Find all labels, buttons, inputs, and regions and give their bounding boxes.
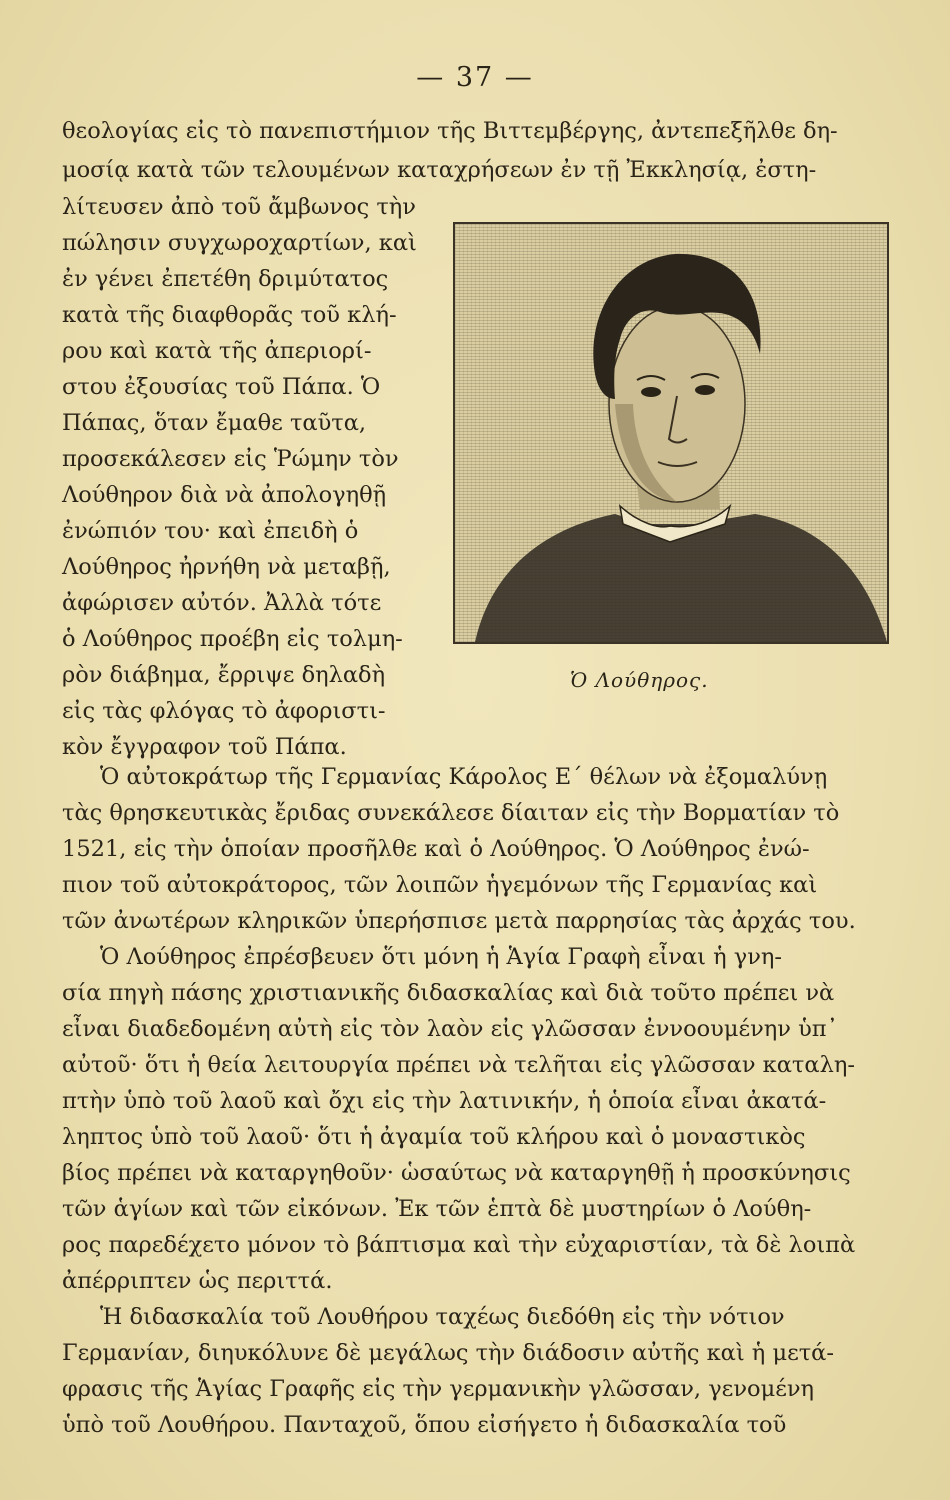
text-line: ἀπέρριπτεν ὡς περιττά.	[62, 1268, 333, 1294]
text-line: ρου καὶ κατὰ τῆς ἀπεριορί-	[62, 338, 372, 364]
text-line: κὸν ἔγγραφον τοῦ Πάπα.	[62, 734, 347, 760]
text-line: ρὸν διάβημα, ἔρριψε δηλαδὴ	[62, 662, 386, 688]
text-line: κατὰ τῆς διαφθορᾶς τοῦ κλή-	[62, 302, 397, 328]
text-line: πιον τοῦ αὐτοκράτορος, τῶν λοιπῶν ἡγεμόνων τῆς Γερμανίας καὶ	[62, 872, 818, 898]
text-line: φρασις τῆς Ἁγίας Γραφῆς εἰς τὴν γερμανικὴν γλῶσσαν, γενομένη	[62, 1376, 815, 1402]
text-line: λίτευσεν ἀπὸ τοῦ ἄμβωνος τὴν	[62, 194, 416, 220]
text-line: μοσίᾳ κατὰ τῶν τελουμένων καταχρήσεων ἐν τῇ Ἐκκλησίᾳ, ἐστη-	[62, 157, 817, 183]
figure-caption: Ὁ Λούθηρος.	[570, 668, 709, 692]
luther-portrait	[453, 222, 889, 644]
text-line: Λούθηρον διὰ νὰ ἀπολογηθῇ	[62, 482, 387, 508]
text-line: Ὁ αὐτοκράτωρ τῆς Γερμανίας Κάρολος Ε΄ θέλων νὰ ἐξομαλύνῃ	[100, 764, 828, 790]
text-line: αὐτοῦ· ὅτι ἡ θεία λειτουργία πρέπει νὰ τελῆται εἰς γλῶσσαν καταλη-	[62, 1052, 855, 1078]
text-line: τὰς θρησκευτικὰς ἔριδας συνεκάλεσε δίαιταν εἰς τὴν Βορματίαν τὸ	[62, 800, 840, 826]
text-line: 1521, εἰς τὴν ὁποίαν προσῆλθε καὶ ὁ Λούθηρος. Ὁ Λούθηρος ἐνώ-	[62, 836, 810, 862]
text-line: πώλησιν συγχωροχαρτίων, καὶ	[62, 230, 417, 256]
text-line: πτὴν ὑπὸ τοῦ λαοῦ καὶ ὄχι εἰς τὴν λατινικήν, ἡ ὁποία εἶναι ἀκατά-	[62, 1088, 827, 1114]
text-line: ἐνώπιόν του· καὶ ἐπειδὴ ὁ	[62, 518, 359, 544]
text-line: εἶναι διαδεδομένη αὐτὴ εἰς τὸν λαὸν εἰς γλῶσσαν ἐννοουμένην ὑπ᾽	[62, 1016, 838, 1042]
text-line: στου ἐξουσίας τοῦ Πάπα. Ὁ	[62, 374, 381, 400]
text-line: θεολογίας εἰς τὸ πανεπιστήμιον τῆς Βιττεμβέργης, ἀντεπεξῆλθε δη-	[62, 118, 838, 144]
text-line: ρος παρεδέχετο μόνον τὸ βάπτισμα καὶ τὴν εὐχαριστίαν, τὰ δὲ λοιπὰ	[62, 1232, 856, 1258]
text-line: Λούθηρος ἠρνήθη νὰ μεταβῇ,	[62, 554, 391, 580]
text-line: ληπτος ὑπὸ τοῦ λαοῦ· ὅτι ἡ ἀγαμία τοῦ κλήρου καὶ ὁ μοναστικὸς	[62, 1124, 806, 1150]
text-line: Ἡ διδασκαλία τοῦ Λουθήρου ταχέως διεδόθη εἰς τὴν νότιον	[100, 1304, 785, 1330]
page-number: — 37 —	[416, 62, 534, 93]
text-line: εἰς τὰς φλόγας τὸ ἀφοριστι-	[62, 698, 386, 724]
text-line: Γερμανίαν, διηυκόλυνε δὲ μεγάλως τὴν διάδοσιν αὐτῆς καὶ ἡ μετά-	[62, 1340, 834, 1366]
text-line: τῶν ἀνωτέρων κληρικῶν ὑπερήσπισε μετὰ παρρησίας τὰς ἀρχάς του.	[62, 908, 856, 934]
text-line: ὁ Λούθηρος προέβη εἰς τολμη-	[62, 626, 403, 652]
text-line: ἀφώρισεν αὐτόν. Ἀλλὰ τότε	[62, 590, 382, 616]
text-line: προσεκάλεσεν εἰς Ῥώμην τὸν	[62, 446, 399, 472]
text-line: ἐν γένει ἐπετέθη δριμύτατος	[62, 266, 389, 292]
portrait-engraving	[455, 224, 887, 642]
text-line: ὑπὸ τοῦ Λουθήρου. Πανταχοῦ, ὅπου εἰσήγετο ἡ διδασκαλία τοῦ	[62, 1412, 787, 1438]
text-line: Ὁ Λούθηρος ἐπρέσβευεν ὅτι μόνη ἡ Ἁγία Γραφὴ εἶναι ἡ γνη-	[100, 944, 782, 970]
text-line: σία πηγὴ πάσης χριστιανικῆς διδασκαλίας καὶ διὰ τοῦτο πρέπει νὰ	[62, 980, 835, 1006]
text-line: Πάπας, ὅταν ἔμαθε ταῦτα,	[62, 410, 367, 436]
text-line: βίος πρέπει νὰ καταργηθοῦν· ὡσαύτως νὰ καταργηθῇ ἡ προσκύνησις	[62, 1160, 851, 1186]
text-line: τῶν ἁγίων καὶ τῶν εἰκόνων. Ἐκ τῶν ἑπτὰ δὲ μυστηρίων ὁ Λούθη-	[62, 1196, 812, 1222]
